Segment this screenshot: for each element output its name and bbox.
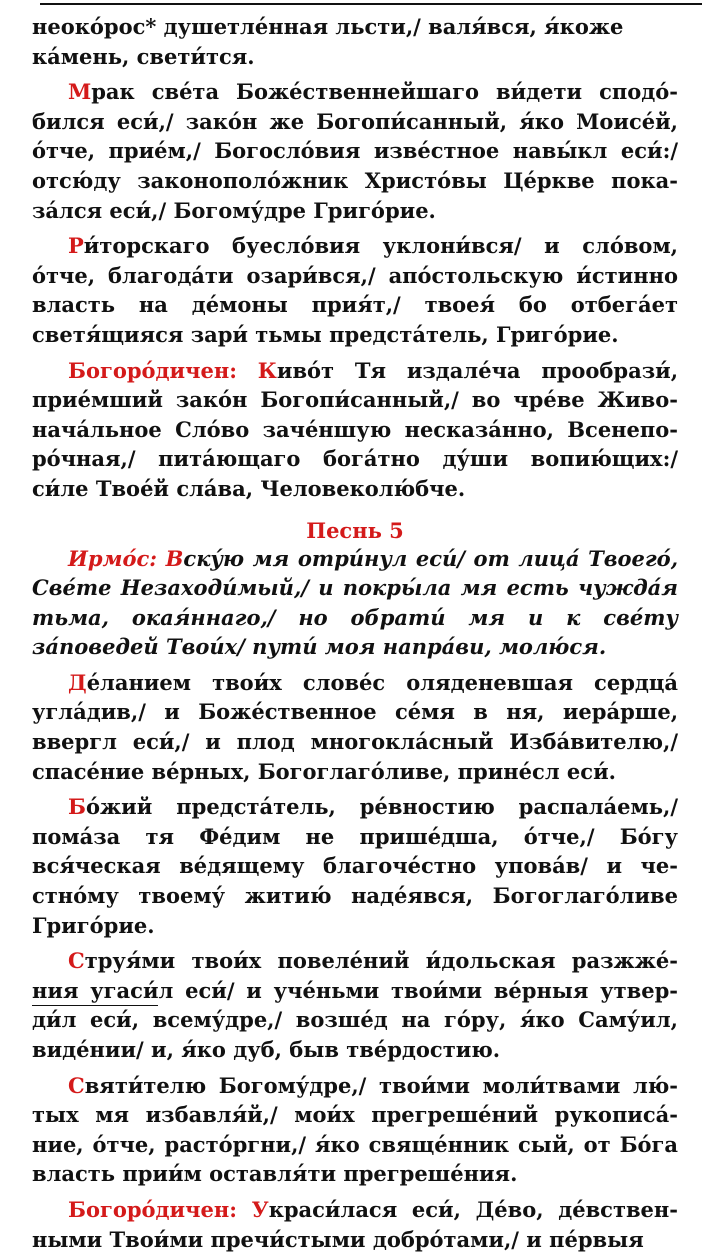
troparion-text: труя́ми твои́х повеле́ний и́дольская разжже́-ния угаси́л еси́/ и уче́ньми твои́ми ве́рныя утвер-ди́л еси́, всему́дре,/ возше́д на го́ру, я́ко Саму́ил, виде́нии/ и, я́ко дуб, быв тве́рдостию. xyxy=(32,948,678,1062)
drop-initial: Д xyxy=(68,669,87,695)
theotokion-1 xyxy=(32,356,678,504)
irmos-label: Ирмо́с: xyxy=(68,545,158,571)
troparion-4 xyxy=(32,792,678,940)
page-body xyxy=(32,0,679,1252)
troparion-2 xyxy=(32,231,678,349)
drop-initial: С xyxy=(68,1072,85,1098)
troparion-text: рак све́та Боже́ственнейшаго ви́дети сподó-бился еси́,/ зако́н же Богопи́санный, я́ко Моисе́й, о́тче, прие́м,/ Богосло́вия изве́стное навы́кл еси́:/ отсю́ду законополо́жник Христо́вы Це́ркве пока-за́лся еси́,/ Богому́дре Григо́рие. xyxy=(32,79,678,223)
theotokion-label: Богоро́дичен: xyxy=(68,1196,237,1222)
drop-initial: С xyxy=(68,948,85,974)
troparion-text: о́жий предста́тель, ре́вностию распала́емь,/ пома́за тя Фе́дим не прише́дша, о́тче,/ Бо́гу вся́ческая ве́дящему благоче́стно упова́в/ и че-стно́му твоему́ житию́ наде́явся, Богоглаго́ливе Григо́рие. xyxy=(32,794,678,938)
drop-initial: К xyxy=(257,357,277,383)
drop-initial: В xyxy=(165,545,184,571)
drop-initial: У xyxy=(251,1196,269,1222)
intro-line-1: неоко́рос* душетле́нная льсти,/ валя́вся, я́коже xyxy=(32,14,624,39)
irmos-text: ску́ю мя отри́нул еси́/ от лица́ Твоего́, Све́те Незаходи́мый,/ и покры́ла мя есть чужда́я тьма, окая́ннаго,/ но обрати́ мя и к све́ту за́поведей Твои́х/ пути́ моя напра́ви, молю́ся. xyxy=(32,545,679,660)
theotokion-2 xyxy=(32,1195,678,1254)
irmos xyxy=(32,544,678,662)
theotokion-label: Богоро́дичен: xyxy=(68,357,237,383)
drop-initial: Р xyxy=(68,233,84,259)
theotokion-text: краси́лася еси́, Де́во, де́вствен-ными Твои́ми пречи́стыми добро́тами,/ и пе́рвыя xyxy=(32,1196,679,1252)
troparion-text: вяти́телю Богому́дре,/ твои́ми моли́твами лю́-тых мя избавля́й,/ мои́х прегреше́ний рукописа́-ние, о́тче, расто́ргни,/ я́ко свяще́нник сый, от Бо́га власть прии́м оставля́ти прегреше́ния. xyxy=(32,1072,678,1187)
drop-initial: Б xyxy=(68,794,86,820)
drop-initial: М xyxy=(68,79,92,105)
troparion-1 xyxy=(32,77,678,225)
intro-line-2: ка́мень, свети́тся. xyxy=(32,43,255,69)
troparion-6 xyxy=(32,1071,678,1189)
theotokion-text: иво́т Тя издале́ча прообрази́, прие́мший зако́н Богопи́санный,/ во чре́ве Живо-нача́льное Сло́во заче́ншую несказа́нно, Всенепо-ро́чная,/ пита́ющаго бога́тно ду́ши вопию́щих:/ си́ле Твое́й сла́ва, Человеколю́бче. xyxy=(32,357,679,501)
footnote-rule xyxy=(32,1005,158,1006)
troparion-3 xyxy=(32,668,678,786)
troparion-text: е́ланием твои́х слове́с оляденевшая сердца́ угла́див,/ и Боже́ственное се́мя в ня, иера́рше, ввергл еси́,/ и плод многокла́сный Изба́вителю,/ спасе́ние ве́рных, Богоглаго́ливе, прине́сл еси́. xyxy=(32,669,678,784)
ode-heading: Песнь 5 xyxy=(306,517,404,543)
troparion-text: и́торскаго буесло́вия уклони́вся/ и сло́вом, о́тче, благода́ти озари́вся,/ апо́стольскую и́стинно власть на де́моны прия́т,/ твоея́ бо отбега́ет светя́щияся зари́ тьмы предста́тель, Григо́рие. xyxy=(32,233,678,347)
intro-continuation xyxy=(32,12,678,71)
